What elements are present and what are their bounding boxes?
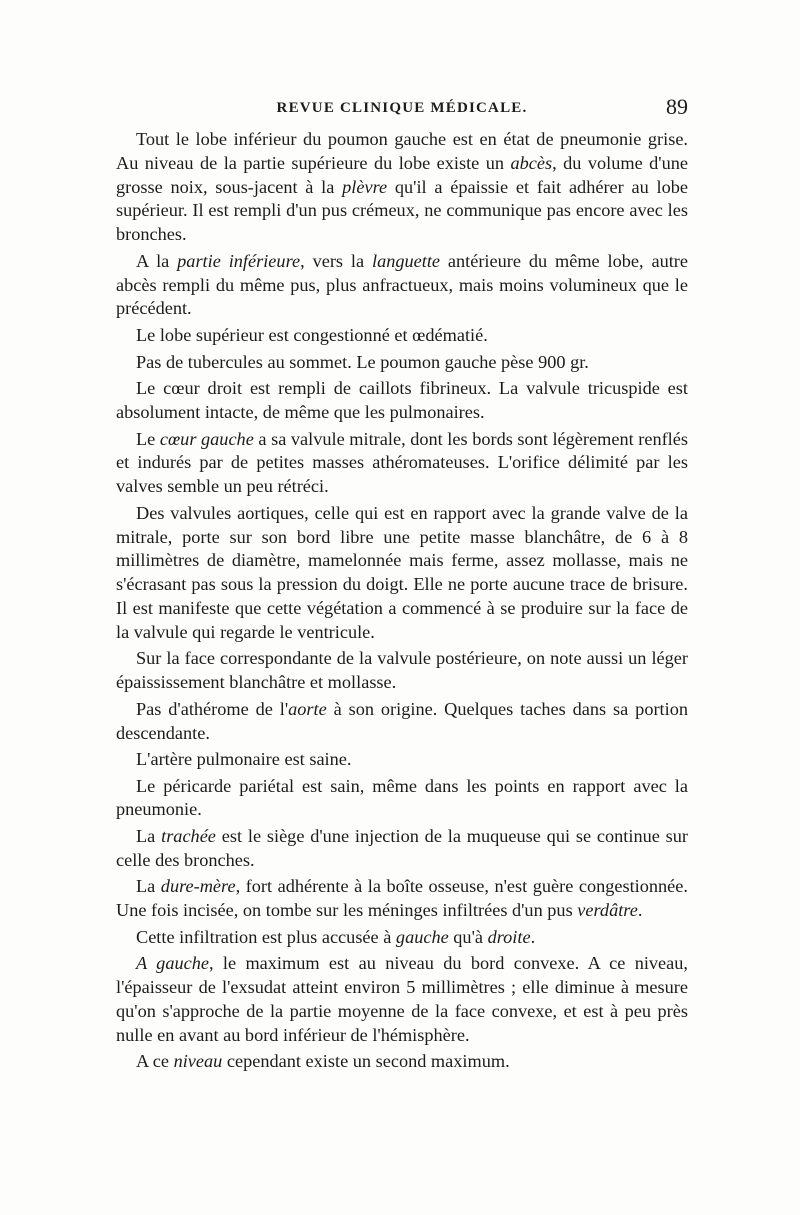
text-run: qu'il a épaissie et fait adhérer au lobe supérieur. Il est rempli d'un pus crémeux, ne communique pas encore avec les bronches. [116, 176, 688, 245]
italic-term: abcès [510, 152, 553, 173]
text-run: cependant existe un second maximum. [222, 1051, 510, 1072]
text-run: Le péricarde pariétal est sain, même dans les points en rapport avec la pneumonie. [116, 775, 688, 820]
paragraph [116, 502, 688, 645]
text-run: est le siège d'une injection de la muqueuse qui se continue sur celle des bronches. [116, 826, 689, 870]
paragraph [116, 875, 688, 923]
paragraph [116, 952, 688, 1047]
text-run: Le cœur droit est rempli de caillots fibrineux. La valvule tricuspide est absolument intacte, de même que les pulmonaires. [116, 378, 688, 422]
text-run: Pas d'athérome de l' [136, 698, 289, 719]
text-run: . [530, 926, 536, 947]
text-run: Des valvules aortiques, celle qui est en rapport avec la grande valve de la mitrale, porte sur son bord libre une petite masse blanchâtre, de 6 à 8 millimètres de diamètre, mamelonnée mais ferme, assez mollasse, mais ne s'écrasant pas sous la pression du doigt. Elle ne porte aucune trace de brisure. Il est manifeste que cette végétation a commencé à se produire sur la face de la valvule qui regarde le ventricule. [116, 502, 688, 642]
text-run: . [637, 900, 643, 921]
text-run: qu'à [448, 926, 488, 947]
italic-term: aorte [288, 698, 327, 719]
italic-term: gauche [395, 926, 449, 947]
paragraph [116, 324, 688, 348]
text-run: , du volume d'une grosse noix, sous-jacent à la [116, 152, 688, 197]
italic-term: cœur gauche [159, 428, 254, 449]
paragraph [116, 775, 688, 823]
italic-term: A gauche [136, 953, 209, 974]
paragraph [116, 748, 688, 772]
italic-term: trachée [161, 826, 216, 847]
page-number: 89 [666, 94, 688, 119]
text-run: Le lobe supérieur est congestionné et œdématié. [136, 324, 488, 345]
text-run: La [136, 826, 162, 847]
text-run: , vers la [300, 250, 372, 271]
italic-term: plèvre [342, 176, 388, 197]
paragraph [116, 128, 688, 247]
text-run: antérieure du même lobe, autre abcès rempli du même pus, plus anfractueux, mais moins volumineux que le précédent. [116, 250, 689, 319]
italic-term: languette [371, 250, 441, 271]
text-run: La [136, 876, 161, 897]
italic-term: niveau [173, 1051, 223, 1072]
text-run: A ce [136, 1051, 174, 1072]
italic-term: droite [487, 926, 531, 947]
text-run: Le [136, 428, 160, 449]
text-run: Sur la face correspondante de la valvule postérieure, on note aussi un léger épaississement blanchâtre et mollasse. [116, 648, 688, 693]
paragraph [116, 377, 688, 425]
text-run: à son origine. Quelques taches dans sa portion descendante. [116, 698, 688, 743]
text-run: A la [136, 250, 178, 271]
paragraph [116, 1050, 688, 1074]
body-text [116, 128, 688, 1077]
paragraph [116, 647, 688, 695]
text-run: Tout le lobe inférieur du poumon gauche est en état de pneumonie grise. Au niveau de la partie supérieure du lobe existe un [116, 129, 688, 173]
text-run: , fort adhérente à la boîte osseuse, n'est guère congestionnée. Une fois incisée, on tombe sur les méninges infiltrées d'un pus [116, 876, 688, 921]
text-run: L'artère pulmonaire est saine. [136, 749, 352, 770]
paragraph [116, 825, 688, 873]
italic-term: partie inférieure [177, 250, 301, 271]
text-run: a sa valvule mitrale, dont les bords sont légèrement renflés et indurés par de petites masses athéromateuses. L'orifice délimité par les valves semble un peu rétréci. [116, 428, 688, 497]
text-run: Pas de tubercules au sommet. Le poumon gauche pèse 900 gr. [136, 351, 589, 372]
paragraph [116, 351, 688, 375]
italic-term: verdâtre [577, 900, 638, 921]
paragraph [116, 428, 688, 499]
page-header [116, 96, 688, 126]
text-run: Cette infiltration est plus accusée à [136, 926, 396, 947]
paragraph [116, 926, 688, 950]
paragraph [116, 250, 688, 321]
italic-term: dure-mère [160, 876, 236, 897]
paragraph [116, 698, 688, 746]
text-run: , le maximum est au niveau du bord convexe. A ce niveau, l'épaisseur de l'exsudat atteint environ 5 millimètres ; elle diminue à mesure qu'on s'approche de la partie moyenne de la face convexe, et est à peu près nulle en avant au bord inférieur de l'hémisphère. [116, 953, 688, 1045]
running-head: REVUE CLINIQUE MÉDICALE. [276, 100, 528, 116]
